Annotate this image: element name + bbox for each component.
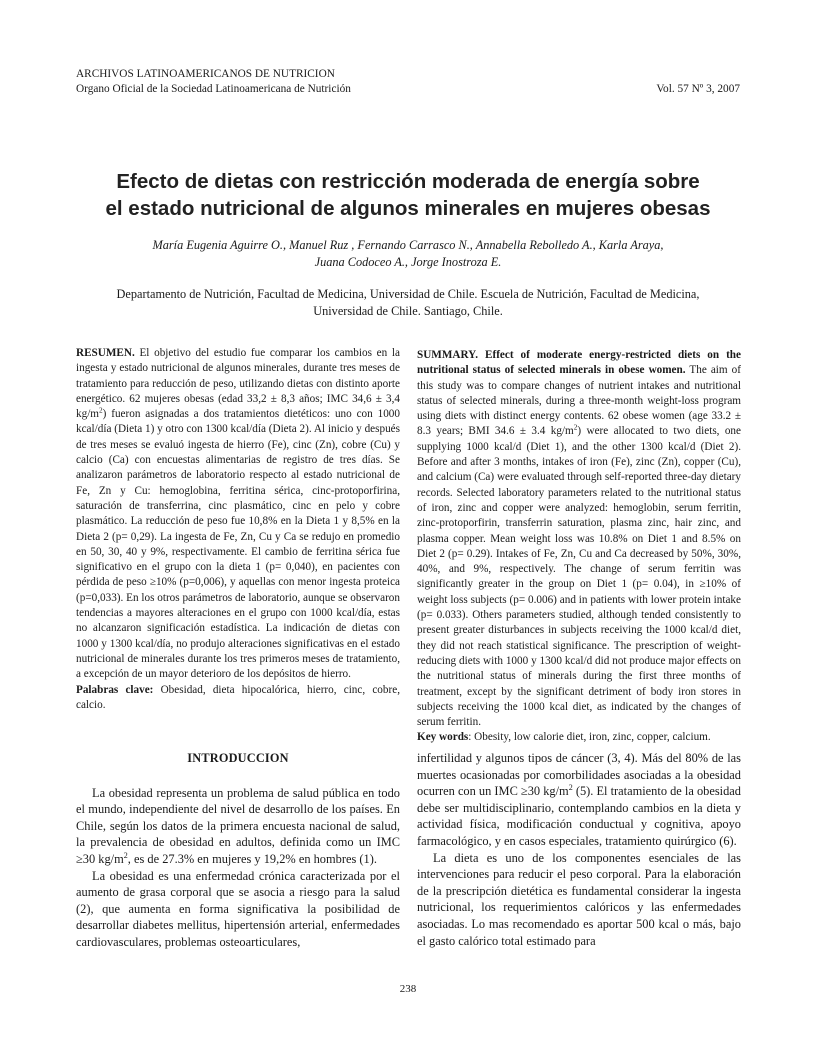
resumen-keywords-text: Obesidad, dieta hipocalórica, hierro, cinc, cobre, calcio. bbox=[76, 683, 400, 711]
affiliation-line-1: Departamento de Nutrición, Facultad de Medicina, Universidad de Chile. Escuela de Nutrición, Facultad de Medicina, bbox=[116, 287, 700, 301]
summary-body bbox=[417, 348, 741, 730]
journal-header bbox=[76, 67, 740, 97]
section-heading-introduccion: INTRODUCCION bbox=[187, 751, 289, 765]
intro-left-column bbox=[76, 750, 400, 951]
resumen-text-2: ) fueron asignadas a dos tratamientos dietéticos: uno con 1000 kcal/día (Dieta 1) y otro con 1300 kcal/día (Dieta 2). Al inicio y después de tres meses se evaluó ingesta de hierro (Fe), cinc (Zn), cobre (Cu) y calcio (Ca) con encuestas alimentarias de registro de tres días. Se analizaron parámetros de laboratorio respecto al estado nutricional de Fe, Zn y Cu: hemoglobina, ferritina sérica, cinc-protoporfirina, saturación de transferrina, cinc plasmático, cinc en pelo y cobre plasmático. La reducción de peso fue 10,8% en la Dieta 1 y 8,5% en la Dieta 2 (p= 0,29). La ingesta de Fe, Zn, Cu y Ca se redujo en promedio en 50, 30, 40 y 9%, respectivamente. El cambio de ferritina sérica fue significativo en el grupo con la dieta 1 (p= 0,040), en pacientes con pérdida de peso ≥10% (p=0,006), y aquellas con menor ingesta proteica (p=0,033). En los otros parámetros de laboratorio, aunque se observaron tendencias a mayores alteraciones en el grupo con 1000 kcal/día, estas no alcanzaron significación estadística. La indicación de dietas con 1000 y 1300 kcal/día, no produjo alteraciones significativas en el estado nutricional de minerales durante los tres primeros meses de tratamiento, a excepción de un mayor deterioro de los depósitos de hierro. bbox=[76, 408, 400, 681]
summary-abstract bbox=[417, 348, 741, 746]
resumen-label: RESUMEN. bbox=[76, 347, 135, 359]
intro-p3-sup: 2 bbox=[568, 783, 573, 793]
title-line-1: Efecto de dietas con restricción moderada de energía sobre bbox=[116, 170, 700, 193]
intro-paragraph-4: La dieta es uno de los componentes esenciales de las intervenciones para reducir el peso corporal. Para la elaboración de la prescripción dietética es fundamental considerar la ingesta nutricional, los requerimientos calóricos y las enfermedades asociadas. Lo mas recomendado es aportar 500 kcal o más, bajo el gasto calórico total estimado para bbox=[417, 850, 741, 948]
journal-organ: Organo Oficial de la Sociedad Latinoamericana de Nutrición bbox=[76, 83, 351, 95]
intro-p3-text-b: (5). El tratamiento de la obesidad debe ser multidisciplinario, contemplando cambios en la dieta y actividad física, modificación conductual y cognitiva, apoyo farmacológico, y en casos especiales, tratamiento quirúrgico (6). bbox=[417, 784, 741, 848]
authors-line-1: María Eugenia Aguirre O., Manuel Ruz , Fernando Carrasco N., Annabella Rebolledo A., Karla Araya, bbox=[152, 238, 664, 252]
intro-paragraph-2: La obesidad es una enfermedad crónica caracterizada por el aumento de grasa corporal que se asocia a riesgo para la salud (2), que aumenta en forma significativa la posibilidad de desarrollar diabetes mellitus, hipertensión arterial, enfermedades cardiovasculares, problemas osteoarticulares, bbox=[76, 868, 400, 949]
intro-p1-sup: 2 bbox=[123, 850, 128, 860]
summary-text-1: The aim of this study was to compare changes of nutrient intakes and nutritional status of selected minerals, during a three-month weight-loss program using diets with distinct energy contents. 62 obese women (age 33.2 ± 8.3 years; BMI 34.6 ± 3.4 kg/m bbox=[417, 364, 741, 438]
journal-volume: Vol. 57 Nº 3, 2007 bbox=[656, 83, 740, 95]
intro-right-column bbox=[417, 750, 741, 949]
summary-sup: 2 bbox=[573, 423, 578, 432]
resumen-body bbox=[76, 346, 400, 683]
intro-p1-text-b: , es de 27.3% en mujeres y 19,2% en hombres (1). bbox=[127, 851, 377, 866]
author-list bbox=[60, 237, 756, 271]
article-title bbox=[60, 168, 756, 222]
intro-p1-text-a: La obesidad representa un problema de salud pública en todo el mundo, independiente del nivel de desarrollo de los países. En Chile, según los datos de la primera encuesta nacional de salud, la prevalencia de obesidad en adultos, definida como un IMC ≥30 kg/m bbox=[76, 785, 400, 866]
resumen-abstract bbox=[76, 346, 400, 713]
resumen-keywords-label: Palabras clave: bbox=[76, 683, 154, 696]
title-line-2: el estado nutricional de algunos minerales en mujeres obesas bbox=[105, 197, 711, 220]
page-number: 238 bbox=[399, 983, 417, 995]
summary-keywords-text: : Obesity, low calorie diet, iron, zinc, copper, calcium. bbox=[468, 731, 711, 744]
intro-paragraph-3 bbox=[417, 750, 741, 850]
affiliation bbox=[60, 286, 756, 320]
summary-keywords bbox=[417, 730, 741, 745]
affiliation-line-2: Universidad de Chile. Santiago, Chile. bbox=[313, 304, 503, 318]
resumen-sup: 2 bbox=[99, 406, 103, 415]
journal-name: ARCHIVOS LATINOAMERICANOS DE NUTRICION bbox=[76, 68, 335, 80]
summary-text-2: ) were allocated to two diets, one supplying 1000 kcal/d (Diet 1), and the other 1300 kcal/d (Diet 2). Before and after 3 months, intakes of iron (Fe), zinc (Zn), copper (Cu), and calcium (Ca) were evaluated through self-reported three-day dietary records. Selected laboratory parameters related to the nutritional status of iron, zinc and copper were analyzed: hemoglobin, serum ferritin, zinc-protoporfirin, transferrin saturation, plasma zinc, hair zinc, and plasma copper. Mean weight loss was 10.8% on Diet 1 and 8.5% on Diet 2 (p= 0.29). Intakes of Fe, Zn, Cu and Ca decreased by 50%, 30%, 40%, and 9%, respectively. The change of serum ferritin was significantly greater in the group on Diet 1 (p= 0.04), in ≥10% of weight loss subjects (p= 0.006) and in patients with lower protein intake (p= 0.033). Others parameters studied, although tended consistently to present greater disturbances in subjects receiving the 1000 kcal/d diet, they did not reach statistical significance. The prescription of weight-reducing diets with 1000 y 1300 kcal/d did not produce major effects on the nutritional status of minerals during the first three months of treatment, except by the significant detriment of body iron stores in subjects receiving the 1000 kcal diet, as indicated by the changes of serum ferritin. bbox=[417, 425, 741, 729]
resumen-keywords bbox=[76, 683, 400, 714]
intro-paragraph-1 bbox=[76, 785, 400, 868]
summary-label: SUMMARY. Effect of moderate energy-restricted diets on the nutritional status of selected minerals in obese women. bbox=[417, 349, 741, 377]
summary-keywords-label: Key words bbox=[417, 731, 469, 744]
intro-p3-text-a: infertilidad y algunos tipos de cáncer (3, 4). Más del 80% de las muertes ocasionadas por comorbilidades asociadas a la obesidad ocurren con un IMC ≥30 kg/m bbox=[417, 751, 741, 799]
authors-line-2: Juana Codoceo A., Jorge Inostroza E. bbox=[314, 255, 502, 269]
resumen-text-1: El objetivo del estudio fue comparar los cambios en la ingesta y estado nutricional de algunos minerales, durante tres meses de tratamiento para reducción de peso, utilizando dietas con distinto aporte energético. 62 mujeres obesas (edad 33,2 ± 8,3 años; IMC 34,6 ± 3,4 kg/m bbox=[76, 347, 400, 421]
